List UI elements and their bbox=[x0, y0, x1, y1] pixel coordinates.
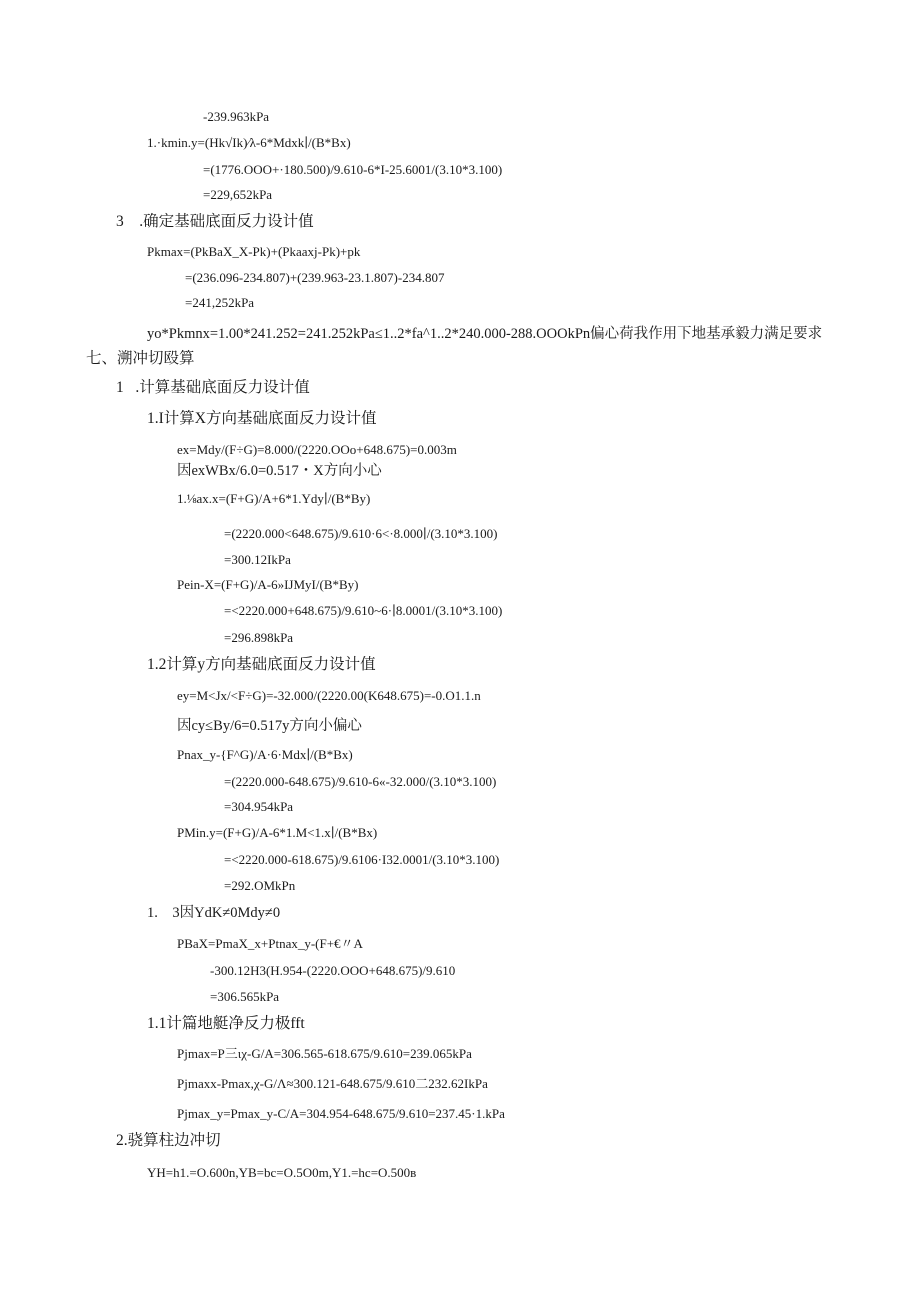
text-line: =<2220.000+648.675)/9.610~6·∣8.0001/(3.10*3.100) bbox=[224, 603, 503, 618]
text-line: Pjmax=P三ιχ-G/A=306.565-618.675/9.610=239.065kPa bbox=[177, 1046, 472, 1061]
text-line: =(2220.000<648.675)/9.610·6<·8.000∣/(3.10*3.100) bbox=[224, 526, 498, 541]
text-line: =306.565kPa bbox=[210, 989, 280, 1004]
text-line: =292.OMkPn bbox=[224, 878, 296, 893]
text-line: ey=M<Jx/<F÷G)=-32.000/(2220.00(K648.675)=-0.O1.1.n bbox=[177, 688, 481, 703]
text-line: =<2220.000-618.675)/9.6106·I32.0001/(3.10*3.100) bbox=[224, 852, 500, 867]
text-line: PMin.y=(F+G)/A-6*1.M<1.x∣/(B*Bx) bbox=[177, 825, 378, 840]
text-line: =229,652kPa bbox=[203, 187, 273, 202]
text-line: =(236.096-234.807)+(239.963-23.1.807)-234.807 bbox=[185, 270, 445, 285]
subsection-heading: 1. 3因YdK≠0Mdy≠0 bbox=[147, 905, 281, 921]
section-heading: 1 .计算基础底面反力设计值 bbox=[116, 379, 310, 396]
text-line: =304.954kPa bbox=[224, 799, 294, 814]
subsection-heading: 1.2计算y方向基础底面反力设计值 bbox=[147, 656, 376, 673]
text-line: =(2220.000-648.675)/9.610-6«-32.000/(3.10*3.100) bbox=[224, 774, 497, 789]
text-line: PBaX=PmaX_x+Ptnax_y-(F+€〃A bbox=[177, 936, 363, 951]
text-line: Pkmax=(PkBaX_X-Pk)+(Pkaaxj-Pk)+pk bbox=[147, 244, 361, 259]
section-heading: 3 .确定基础底面反力设计值 bbox=[116, 213, 314, 230]
text-line: -300.12H3(H.954-(2220.OOO+648.675)/9.610 bbox=[210, 963, 456, 978]
text-line: =300.12IkPa bbox=[224, 552, 291, 567]
text-line: 因cy≤By/6=0.517y方向小偏心 bbox=[177, 718, 362, 734]
text-line: Pjmax_y=Pmax_y-C/A=304.954-648.675/9.610=237.45·1.kPa bbox=[177, 1106, 505, 1121]
text-line: yo*Pkmnx=1.00*241.252=241.252kPa≤1..2*fa^1..2*240.000-288.OOOkPn偏心荷我作用下地基承毅力满足要求 bbox=[147, 326, 823, 342]
text-line: Pein-X=(F+G)/A-6»IJMyI/(B*By) bbox=[177, 577, 359, 592]
section-heading: 2.骁算柱边冲切 bbox=[116, 1132, 221, 1149]
text-line: =(1776.OOO+·180.500)/9.610-6*I-25.6001/(3.10*3.100) bbox=[203, 162, 503, 177]
text-line: Pnax_y-{F^G)/A·6·Mdx∣/(B*Bx) bbox=[177, 747, 353, 762]
chapter-heading: 七、溯冲切殴算 bbox=[86, 350, 195, 367]
text-line: 1.⅛ax.x=(F+G)/A+6*1.Ydy∣/(B*By) bbox=[177, 491, 371, 506]
text-line: =241,252kPa bbox=[185, 295, 255, 310]
subsection-heading: 1.1计篇地艇净反力极fft bbox=[147, 1015, 305, 1032]
subsection-heading: 1.I计算X方向基础底面反力设计值 bbox=[147, 410, 377, 427]
text-line: ex=Mdy/(F÷G)=8.000/(2220.OOo+648.675)=0.003m bbox=[177, 442, 457, 457]
text-line: =296.898kPa bbox=[224, 630, 294, 645]
text-line: -239.963kPa bbox=[203, 109, 270, 124]
text-line: YH=h1.=O.600n,YB=bc=O.5O0m,Y1.=hc=O.500в bbox=[147, 1165, 417, 1180]
text-line: 因exWBx/6.0=0.517・X方向小心 bbox=[177, 463, 382, 479]
text-line: Pjmaxx-Pmax,χ-G/Λ≈300.121-648.675/9.610二232.62IkPa bbox=[177, 1076, 488, 1091]
text-line: 1.·kmin.y=(Hk√Ik)⁄λ-6*Mdxk∣/(B*Bx) bbox=[147, 135, 351, 150]
